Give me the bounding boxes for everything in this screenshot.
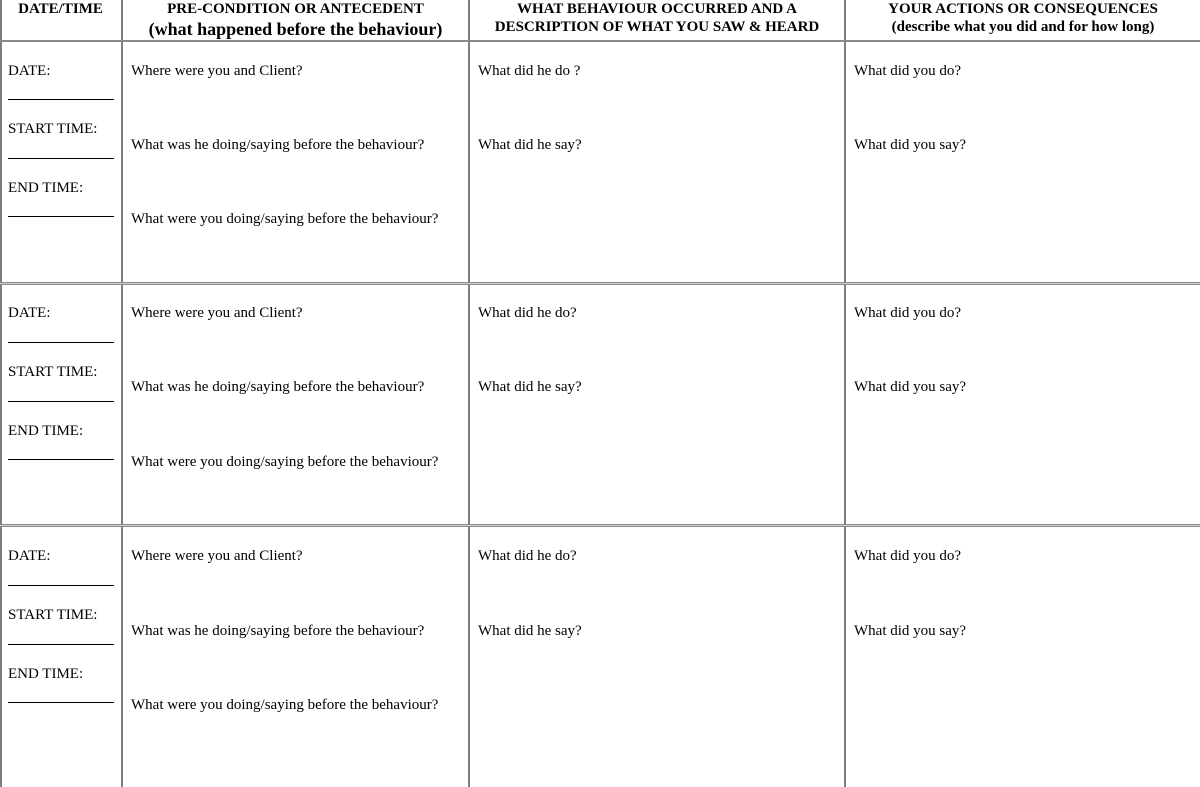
header-label: PRE-CONDITION OR ANTECEDENT: [167, 1, 424, 17]
header-antecedent: [123, 0, 468, 40]
behaviour-prompt: What did he say?: [478, 137, 582, 153]
antecedent-prompt: What were you doing/saying before the behaviour?: [131, 454, 439, 470]
actions-prompt: What did you say?: [854, 137, 967, 153]
table-border-left: [0, 0, 2, 787]
header-label: DATE/TIME: [18, 1, 103, 17]
behaviour-prompt: What did he do?: [478, 305, 577, 321]
start-time-entry-line[interactable]: [8, 401, 114, 402]
antecedent-prompt: Where were you and Client?: [131, 548, 303, 564]
actions-prompt: What did you say?: [854, 379, 967, 395]
actions-prompt: What did you do?: [854, 305, 962, 321]
header-sublabel: (what happened before the behaviour): [148, 19, 443, 39]
actions-prompt: What did you do?: [854, 548, 962, 564]
header-sublabel: DESCRIPTION OF WHAT YOU SAW & HEARD: [494, 19, 820, 35]
date-label: DATE:: [8, 305, 51, 321]
date-label: DATE:: [8, 548, 51, 564]
end-time-label: END TIME:: [8, 180, 84, 196]
column-divider: [468, 0, 470, 787]
behaviour-prompt: What did he do ?: [478, 63, 581, 79]
antecedent-prompt: Where were you and Client?: [131, 63, 303, 79]
header-actions: [846, 0, 1200, 40]
start-time-label: START TIME:: [8, 364, 98, 380]
start-time-entry-line[interactable]: [8, 158, 114, 159]
end-time-label: END TIME:: [8, 666, 84, 682]
date-entry-line[interactable]: [8, 585, 114, 586]
header-behaviour: [470, 0, 844, 40]
antecedent-prompt: What was he doing/saying before the behaviour?: [131, 137, 425, 153]
date-label: DATE:: [8, 63, 51, 79]
actions-prompt: What did you do?: [854, 63, 962, 79]
header-label: YOUR ACTIONS OR CONSEQUENCES: [888, 1, 1158, 17]
column-divider: [844, 0, 846, 787]
row-divider: [0, 282, 1200, 285]
antecedent-prompt: What was he doing/saying before the behaviour?: [131, 623, 425, 639]
antecedent-prompt: What were you doing/saying before the behaviour?: [131, 697, 439, 713]
date-entry-line[interactable]: [8, 342, 114, 343]
antecedent-prompt: Where were you and Client?: [131, 305, 303, 321]
header-divider: [0, 40, 1200, 42]
end-time-entry-line[interactable]: [8, 702, 114, 703]
date-entry-line[interactable]: [8, 99, 114, 100]
row-divider: [0, 524, 1200, 527]
header-label: WHAT BEHAVIOUR OCCURRED AND A: [516, 1, 798, 17]
start-time-label: START TIME:: [8, 607, 98, 623]
header-sublabel: (describe what you did and for how long): [891, 19, 1155, 35]
antecedent-prompt: What were you doing/saying before the behaviour?: [131, 211, 439, 227]
start-time-label: START TIME:: [8, 121, 98, 137]
end-time-entry-line[interactable]: [8, 459, 114, 460]
behaviour-prompt: What did he do?: [478, 548, 577, 564]
end-time-label: END TIME:: [8, 423, 84, 439]
actions-prompt: What did you say?: [854, 623, 967, 639]
behaviour-prompt: What did he say?: [478, 623, 582, 639]
column-divider: [121, 0, 123, 787]
header-date-time: [0, 0, 121, 40]
antecedent-prompt: What was he doing/saying before the behaviour?: [131, 379, 425, 395]
start-time-entry-line[interactable]: [8, 644, 114, 645]
behaviour-prompt: What did he say?: [478, 379, 582, 395]
end-time-entry-line[interactable]: [8, 216, 114, 217]
